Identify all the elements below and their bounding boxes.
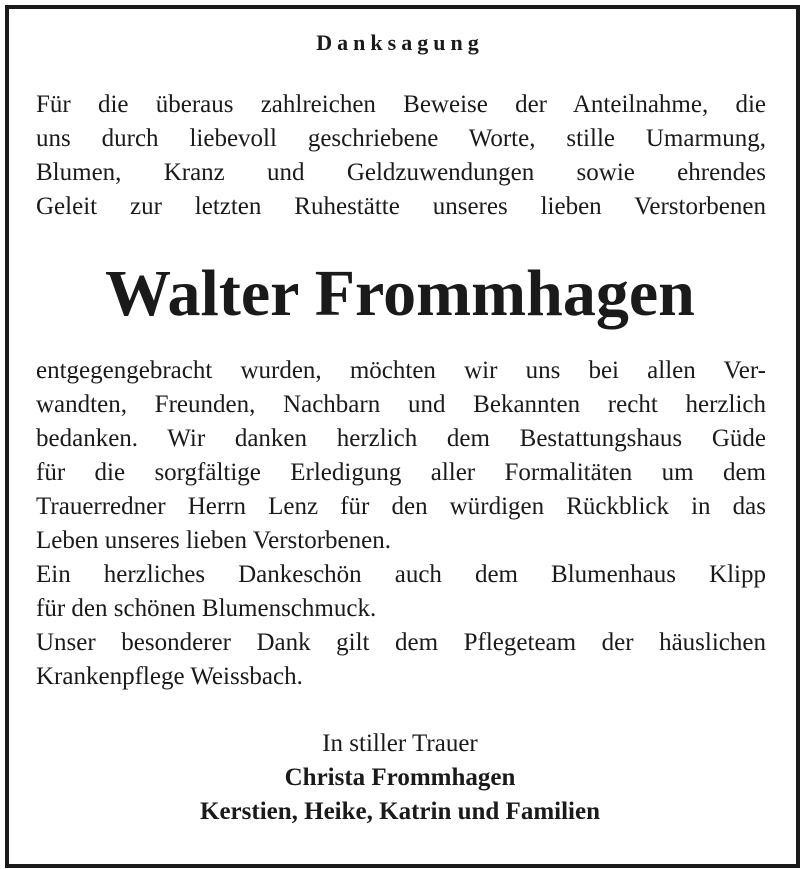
- intro-line: Blumen, Kranz und Geldzuwendungen sowie ehrendes: [36, 159, 766, 186]
- body-line: Trauerredner Herrn Lenz für den würdigen Rückblick in das: [36, 493, 766, 520]
- intro-line: Geleit zur letzten Ruhestätte unseres lieben Verstorbenen: [36, 193, 766, 220]
- body-line: bedanken. Wir danken herzlich dem Bestattungshaus Güde: [36, 425, 766, 452]
- body-line: wandten, Freunden, Nachbarn und Bekannten recht herzlich: [36, 391, 766, 418]
- intro-line: uns durch liebevoll geschriebene Worte, stille Umarmung,: [36, 125, 766, 152]
- intro-paragraph: [36, 88, 766, 224]
- signoff-phrase: In stiller Trauer: [322, 730, 478, 757]
- body-line: Leben unseres lieben Verstorbenen.: [36, 527, 391, 554]
- body-line: für den schönen Blumenschmuck.: [36, 595, 377, 622]
- body-line: für die sorgfältige Erledigung aller Formalitäten um dem: [36, 459, 766, 486]
- signoff-primary-name: Christa Frommhagen: [284, 764, 516, 791]
- body-line: Unser besonderer Dank gilt dem Pflegeteam der häuslichen: [36, 629, 766, 656]
- notice-heading: Danksagung: [316, 30, 484, 55]
- body-line: Ein herzliches Dankeschön auch dem Blumenhaus Klipp: [36, 561, 766, 588]
- body-line: Krankenpflege Weissbach.: [36, 663, 303, 690]
- body-paragraph: [36, 354, 766, 694]
- deceased-name: Walter Frommhagen: [105, 257, 695, 330]
- signoff-family-names: Kerstien, Heike, Katrin und Familien: [200, 798, 600, 825]
- body-line: entgegengebracht wurden, möchten wir uns bei allen Ver-: [36, 357, 766, 384]
- intro-line: Für die überaus zahlreichen Beweise der Anteilnahme, die: [36, 91, 766, 118]
